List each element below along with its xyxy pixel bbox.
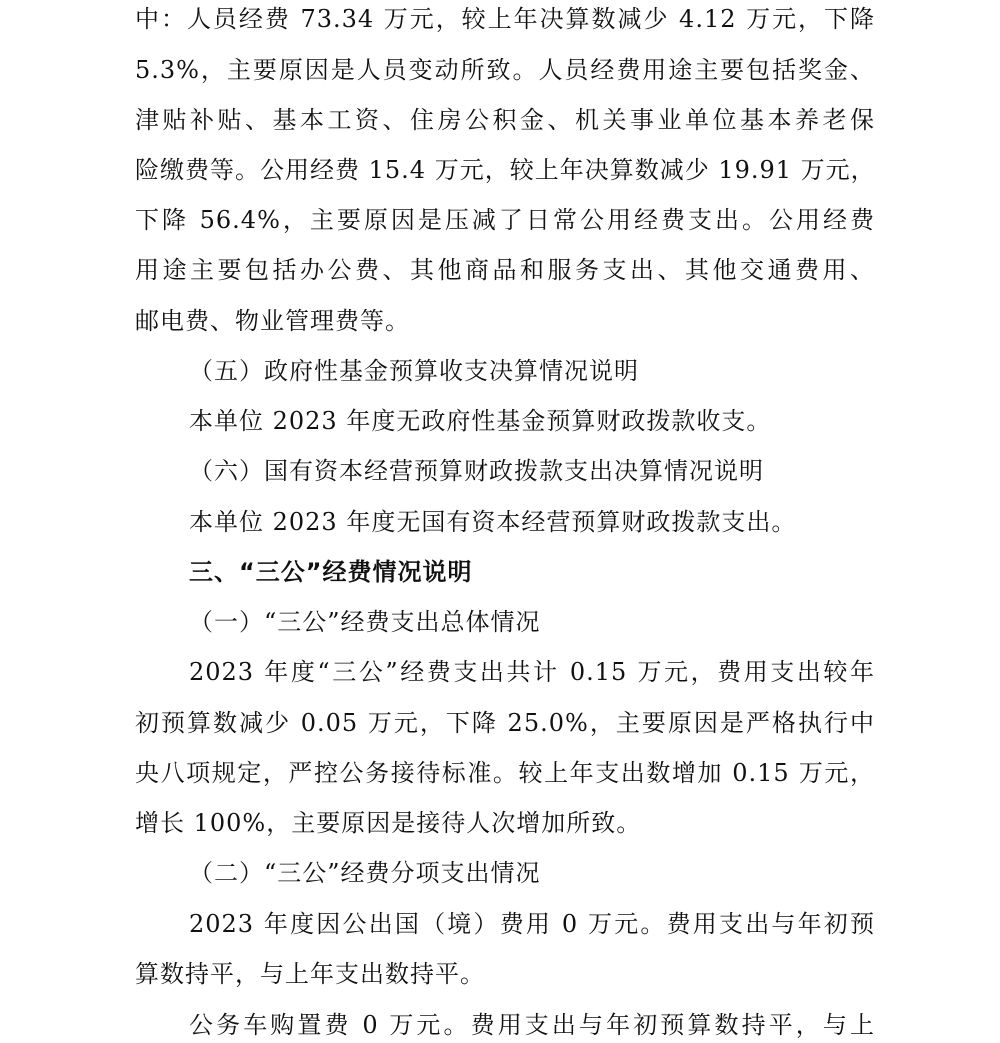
section-text: 本单位 2023 年度无政府性基金预算财政拨款收支。 xyxy=(189,407,772,435)
paragraph-line: 初预算数减少 0.05 万元，下降 25.0%，主要原因是严格执行中 xyxy=(135,709,875,737)
paragraph-line: 2023 年度因公出国（境）费用 0 万元。费用支出与年初预 xyxy=(189,910,875,938)
section-text: 本单位 2023 年度无国有资本经营预算财政拨款支出。 xyxy=(189,508,797,536)
part-heading: 三、“三公”经费情况说明 xyxy=(189,558,473,586)
subsection-heading: （二）“三公”经费分项支出情况 xyxy=(189,859,541,887)
paragraph-line: 邮电费、物业管理费等。 xyxy=(135,307,410,335)
paragraph-line: 公务车购置费 0 万元。费用支出与年初预算数持平，与上 xyxy=(189,1011,875,1039)
paragraph-line: 央八项规定，严控公务接待标准。较上年支出数增加 0.15 万元， xyxy=(135,759,875,787)
paragraph-line: 下降 56.4%，主要原因是压减了日常公用经费支出。公用经费 xyxy=(135,206,875,234)
paragraph-line: 算数持平，与上年支出数持平。 xyxy=(135,960,485,988)
paragraph-line: 津贴补贴、基本工资、住房公积金、机关事业单位基本养老保 xyxy=(135,106,875,134)
paragraph-line: 2023 年度“三公”经费支出共计 0.15 万元，费用支出较年 xyxy=(189,658,875,686)
section-heading: （六）国有资本经营预算财政拨款支出决算情况说明 xyxy=(189,457,764,485)
paragraph-line: 中：人员经费 73.34 万元，较上年决算数减少 4.12 万元，下降 xyxy=(135,5,875,33)
subsection-heading: （一）“三公”经费支出总体情况 xyxy=(189,608,541,636)
section-heading: （五）政府性基金预算收支决算情况说明 xyxy=(189,357,639,385)
paragraph-line: 用途主要包括办公费、其他商品和服务支出、其他交通费用、 xyxy=(135,256,875,284)
paragraph-line: 5.3%，主要原因是人员变动所致。人员经费用途主要包括奖金、 xyxy=(135,56,875,84)
paragraph-line: 险缴费等。公用经费 15.4 万元，较上年决算数减少 19.91 万元， xyxy=(135,156,876,184)
paragraph-line: 增长 100%，主要原因是接待人次增加所致。 xyxy=(135,809,642,837)
